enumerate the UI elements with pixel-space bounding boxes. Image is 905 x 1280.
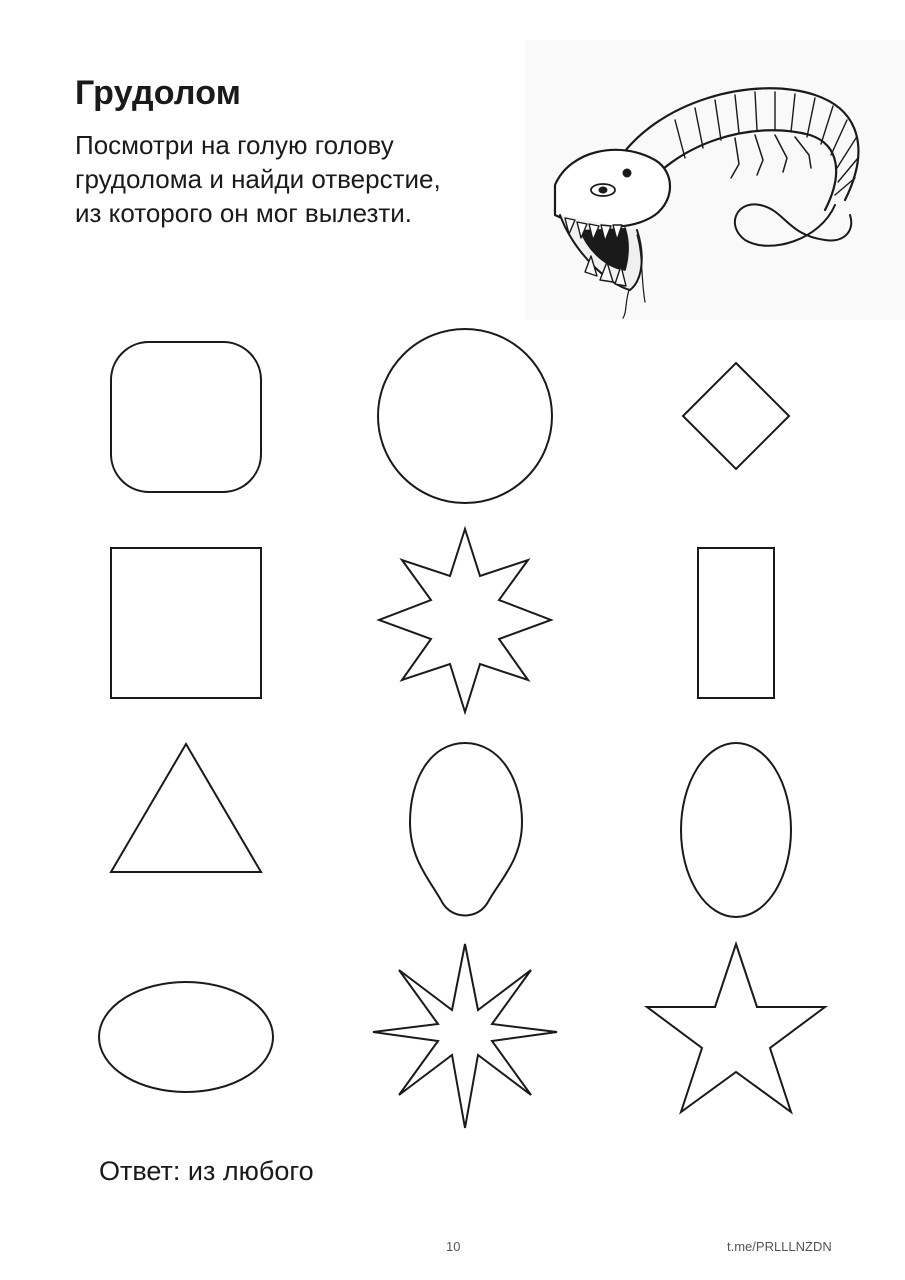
diamond-shape[interactable] <box>683 363 789 469</box>
circle-shape[interactable] <box>378 329 552 503</box>
teardrop-oval-shape[interactable] <box>410 743 522 916</box>
creature-head <box>555 150 670 227</box>
creature-illustration <box>525 40 905 320</box>
intro-text <box>75 128 545 230</box>
tall-rectangle-shape[interactable] <box>698 548 774 698</box>
five-point-star-shape[interactable] <box>647 944 825 1112</box>
intro-line-3: из которого он мог вылезти. <box>75 198 413 228</box>
square-shape[interactable] <box>111 548 261 698</box>
triangle-shape[interactable] <box>111 744 261 872</box>
page-number: 10 <box>446 1239 461 1254</box>
answer-text: Ответ: из любого <box>99 1156 314 1186</box>
rounded-square-shape[interactable] <box>111 342 261 492</box>
vertical-ellipse-shape[interactable] <box>681 743 791 917</box>
ten-point-star-shape[interactable] <box>379 529 551 712</box>
shapes-grid <box>0 320 905 1140</box>
horizontal-ellipse-shape[interactable] <box>99 982 273 1092</box>
footer-link[interactable]: t.me/PRLLLNZDN <box>727 1239 832 1254</box>
intro-line-2: грудолома и найди отверстие, <box>75 164 441 194</box>
eight-point-star-shape[interactable] <box>373 944 557 1128</box>
creature-tail <box>735 204 851 245</box>
intro-line-1: Посмотри на голую голову <box>75 130 394 160</box>
page-title: Грудолом <box>75 74 242 112</box>
